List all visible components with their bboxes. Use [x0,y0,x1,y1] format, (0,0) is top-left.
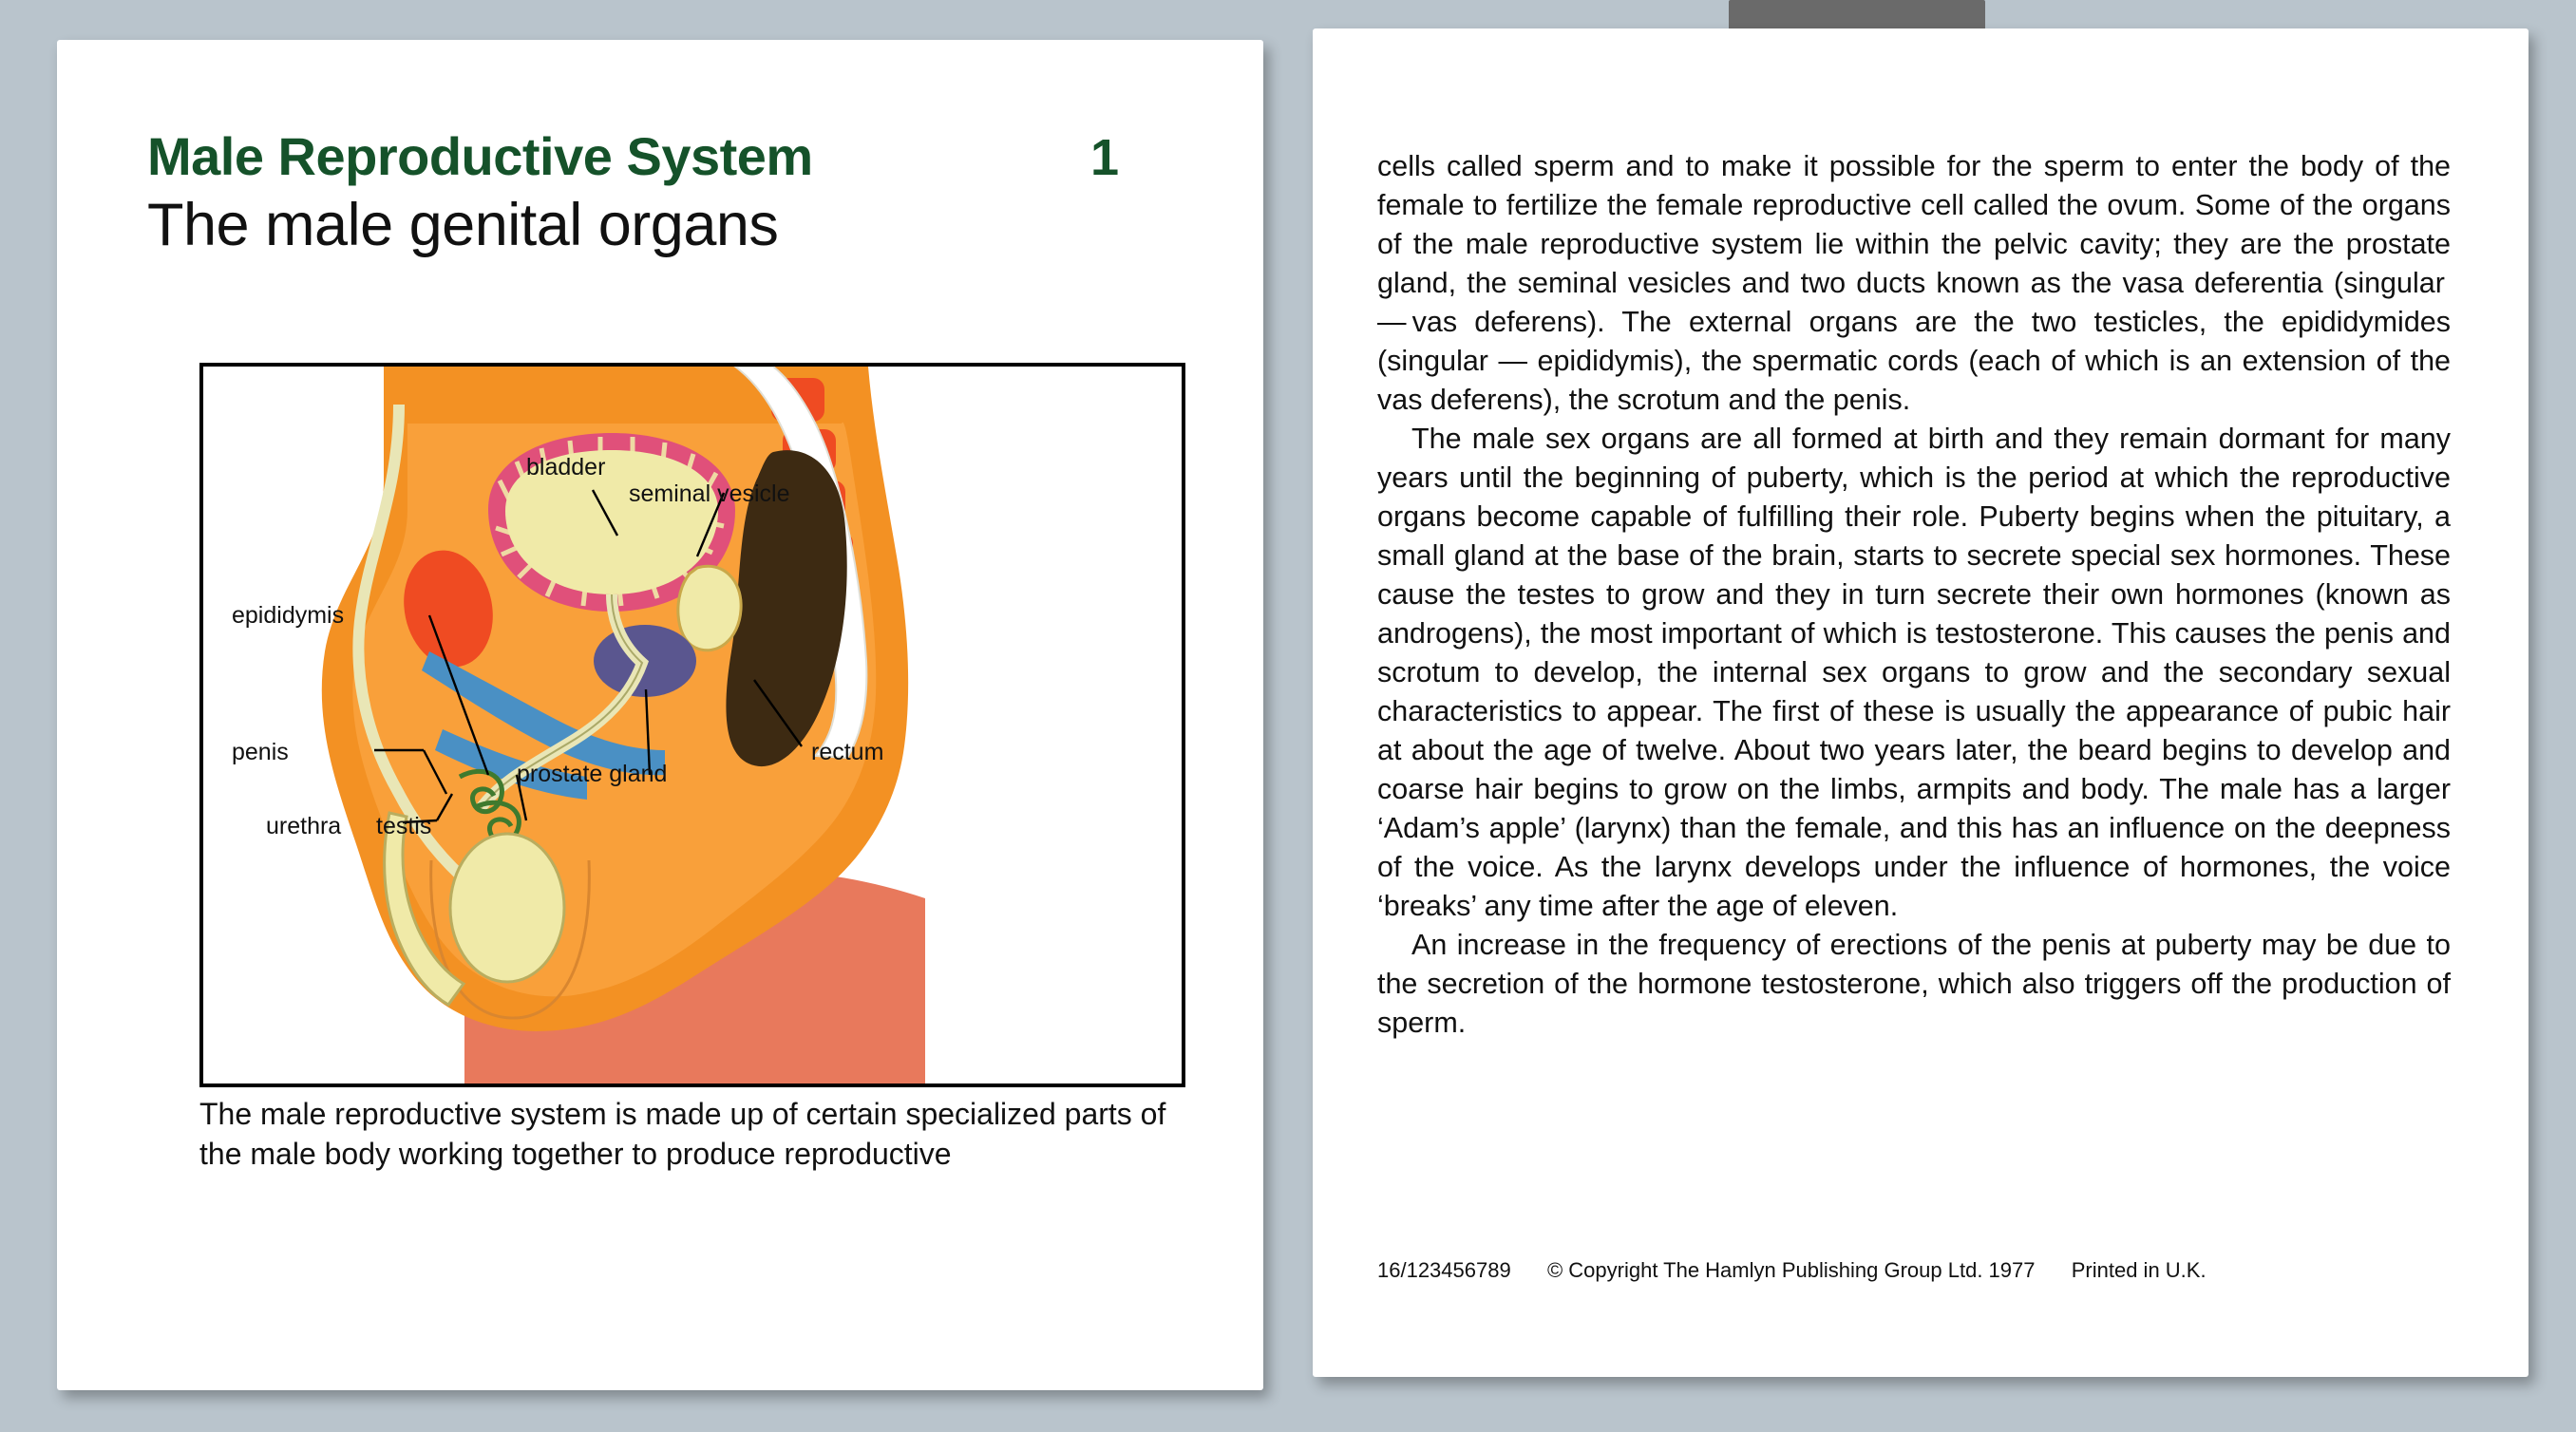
anatomy-diagram [199,363,1185,1087]
background-card-edge [1729,0,1985,32]
anatomy-illustration [203,367,1182,1083]
card-back [1313,28,2529,1377]
card-front-content [147,125,1197,1352]
testis-organ [450,834,564,982]
label-epididymis: epididymis [232,602,345,629]
page-title: Male Reproductive System [147,126,813,186]
card-number: 1 [1089,129,1119,186]
label-bladder: bladder [526,454,606,480]
colophon [1377,1258,2479,1283]
body-paragraph: cells called sperm and to make it possible for the sperm to enter the body of the female to fertilize the female reproductive cell called the ovum. Some of the organs of the male reproductive system lie within the pelvic cavity; they are the prostate gland, the seminal vesicles and two ducts known as the vasa deferentia (singular — vas deferens). The external organs are the two testicles, the epididymides (singular — epididymis), the spermatic cords (each of which is an extension of the vas deferens), the scrotum and the penis. [1377,150,2451,417]
seminal-vesicle-organ [678,566,741,650]
card-front [57,40,1263,1390]
label-prostate-gland: prostate gland [517,761,668,787]
page-subtitle: The male genital organs [147,192,779,258]
label-rectum: rectum [811,739,884,765]
label-seminal-vesicle: seminal vesicle [629,480,790,507]
body-paragraph: An increase in the frequency of erections of the penis at puberty may be due to the secretion of the hormone testosterone, which also triggers off the production of sperm. [1377,929,2451,1040]
label-urethra: urethra [266,813,342,839]
title-row [147,125,1159,187]
body-paragraph: The male sex organs are all formed at birth and they remain dormant for many years until the beginning of puberty, which is the period at which the reproductive organs become capable of fulfilling their role. Puberty begins when the pituitary, a small gland at the base of the brain, starts to secrete special sex hormones. These cause the testes to grow and they in turn secrete their own hormones (known as androgens), the most important of which is testosterone. This causes the penis and scrotum to develop, the internal sex organs to grow and the secondary sexual characteristics to appear. The first of these is usually the appearance of pubic hair at about the age of twelve. About two years later, the beard begins to develop and coarse hair begins to grow on the limbs, armpits and body. The male has a larger ‘Adam’s apple’ (larynx) than the female, and this has an influence on the deepness of the voice. As the larynx develops under the influence of hormones, the voice ‘breaks’ any time after the age of eleven. [1377,423,2451,923]
colophon-printed: Printed in U.K. [2071,1258,2207,1282]
colophon-copyright: © Copyright The Hamlyn Publishing Group Ltd. 1977 [1546,1258,2036,1282]
label-testis: testis [376,813,432,839]
colophon-code: 16/123456789 [1377,1258,1511,1282]
figure-caption: The male reproductive system is made up of certain specialized parts of the male body working together to produce reproductive [199,1097,1166,1172]
label-penis: penis [232,739,289,765]
card-back-text [1377,147,2451,1043]
